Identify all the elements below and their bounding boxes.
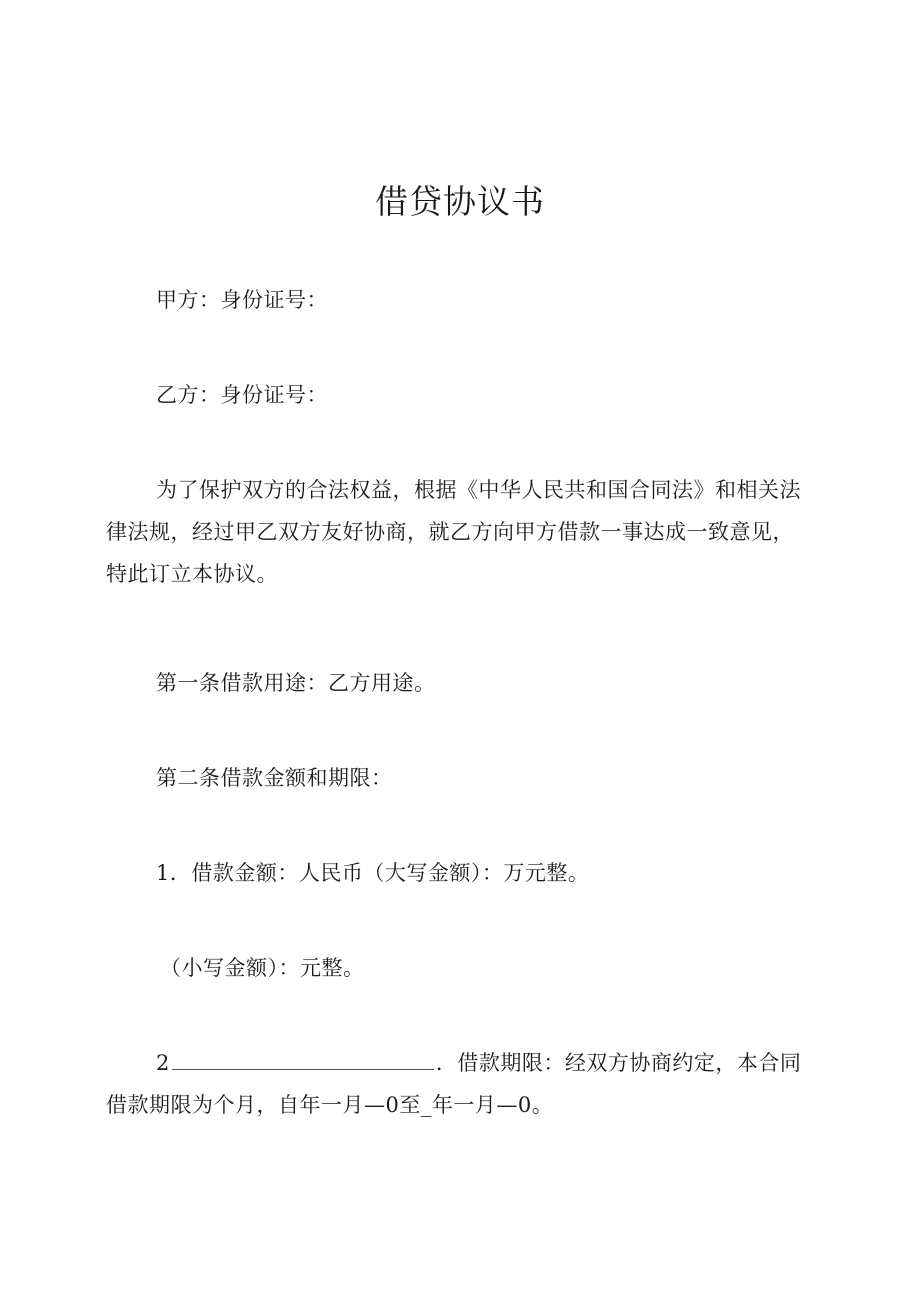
party-a-line: 甲方：身份证号： <box>156 288 328 312</box>
preamble-paragraph: 为了保护双方的合法权益，根据《中华人民共和国合同法》和相关法律法规，经过甲乙双方友好协商，就乙方向甲方借款一事达成一致意见，特此订立本协议。 <box>106 478 801 586</box>
article-1-purpose: 第一条借款用途：乙方用途。 <box>156 671 436 695</box>
document-title: 借贷协议书 <box>375 182 545 221</box>
loan-amount-upper: 1．借款金额：人民币（大写金额）：万元整。 <box>156 861 590 885</box>
loan-term-number: 2 <box>156 1051 170 1075</box>
loan-term-paragraph <box>106 1042 806 1126</box>
loan-term-text: ．借款期限：经双方协商约定，本合同借款期限为个月，自年一月—0至_年一月—0。 <box>106 1051 802 1117</box>
loan-amount-lower: （小写金额）：元整。 <box>160 956 365 980</box>
party-b-line: 乙方：身份证号： <box>156 383 328 407</box>
article-2-heading: 第二条借款金额和期限： <box>156 766 393 790</box>
fill-in-blank-line <box>172 1051 434 1070</box>
